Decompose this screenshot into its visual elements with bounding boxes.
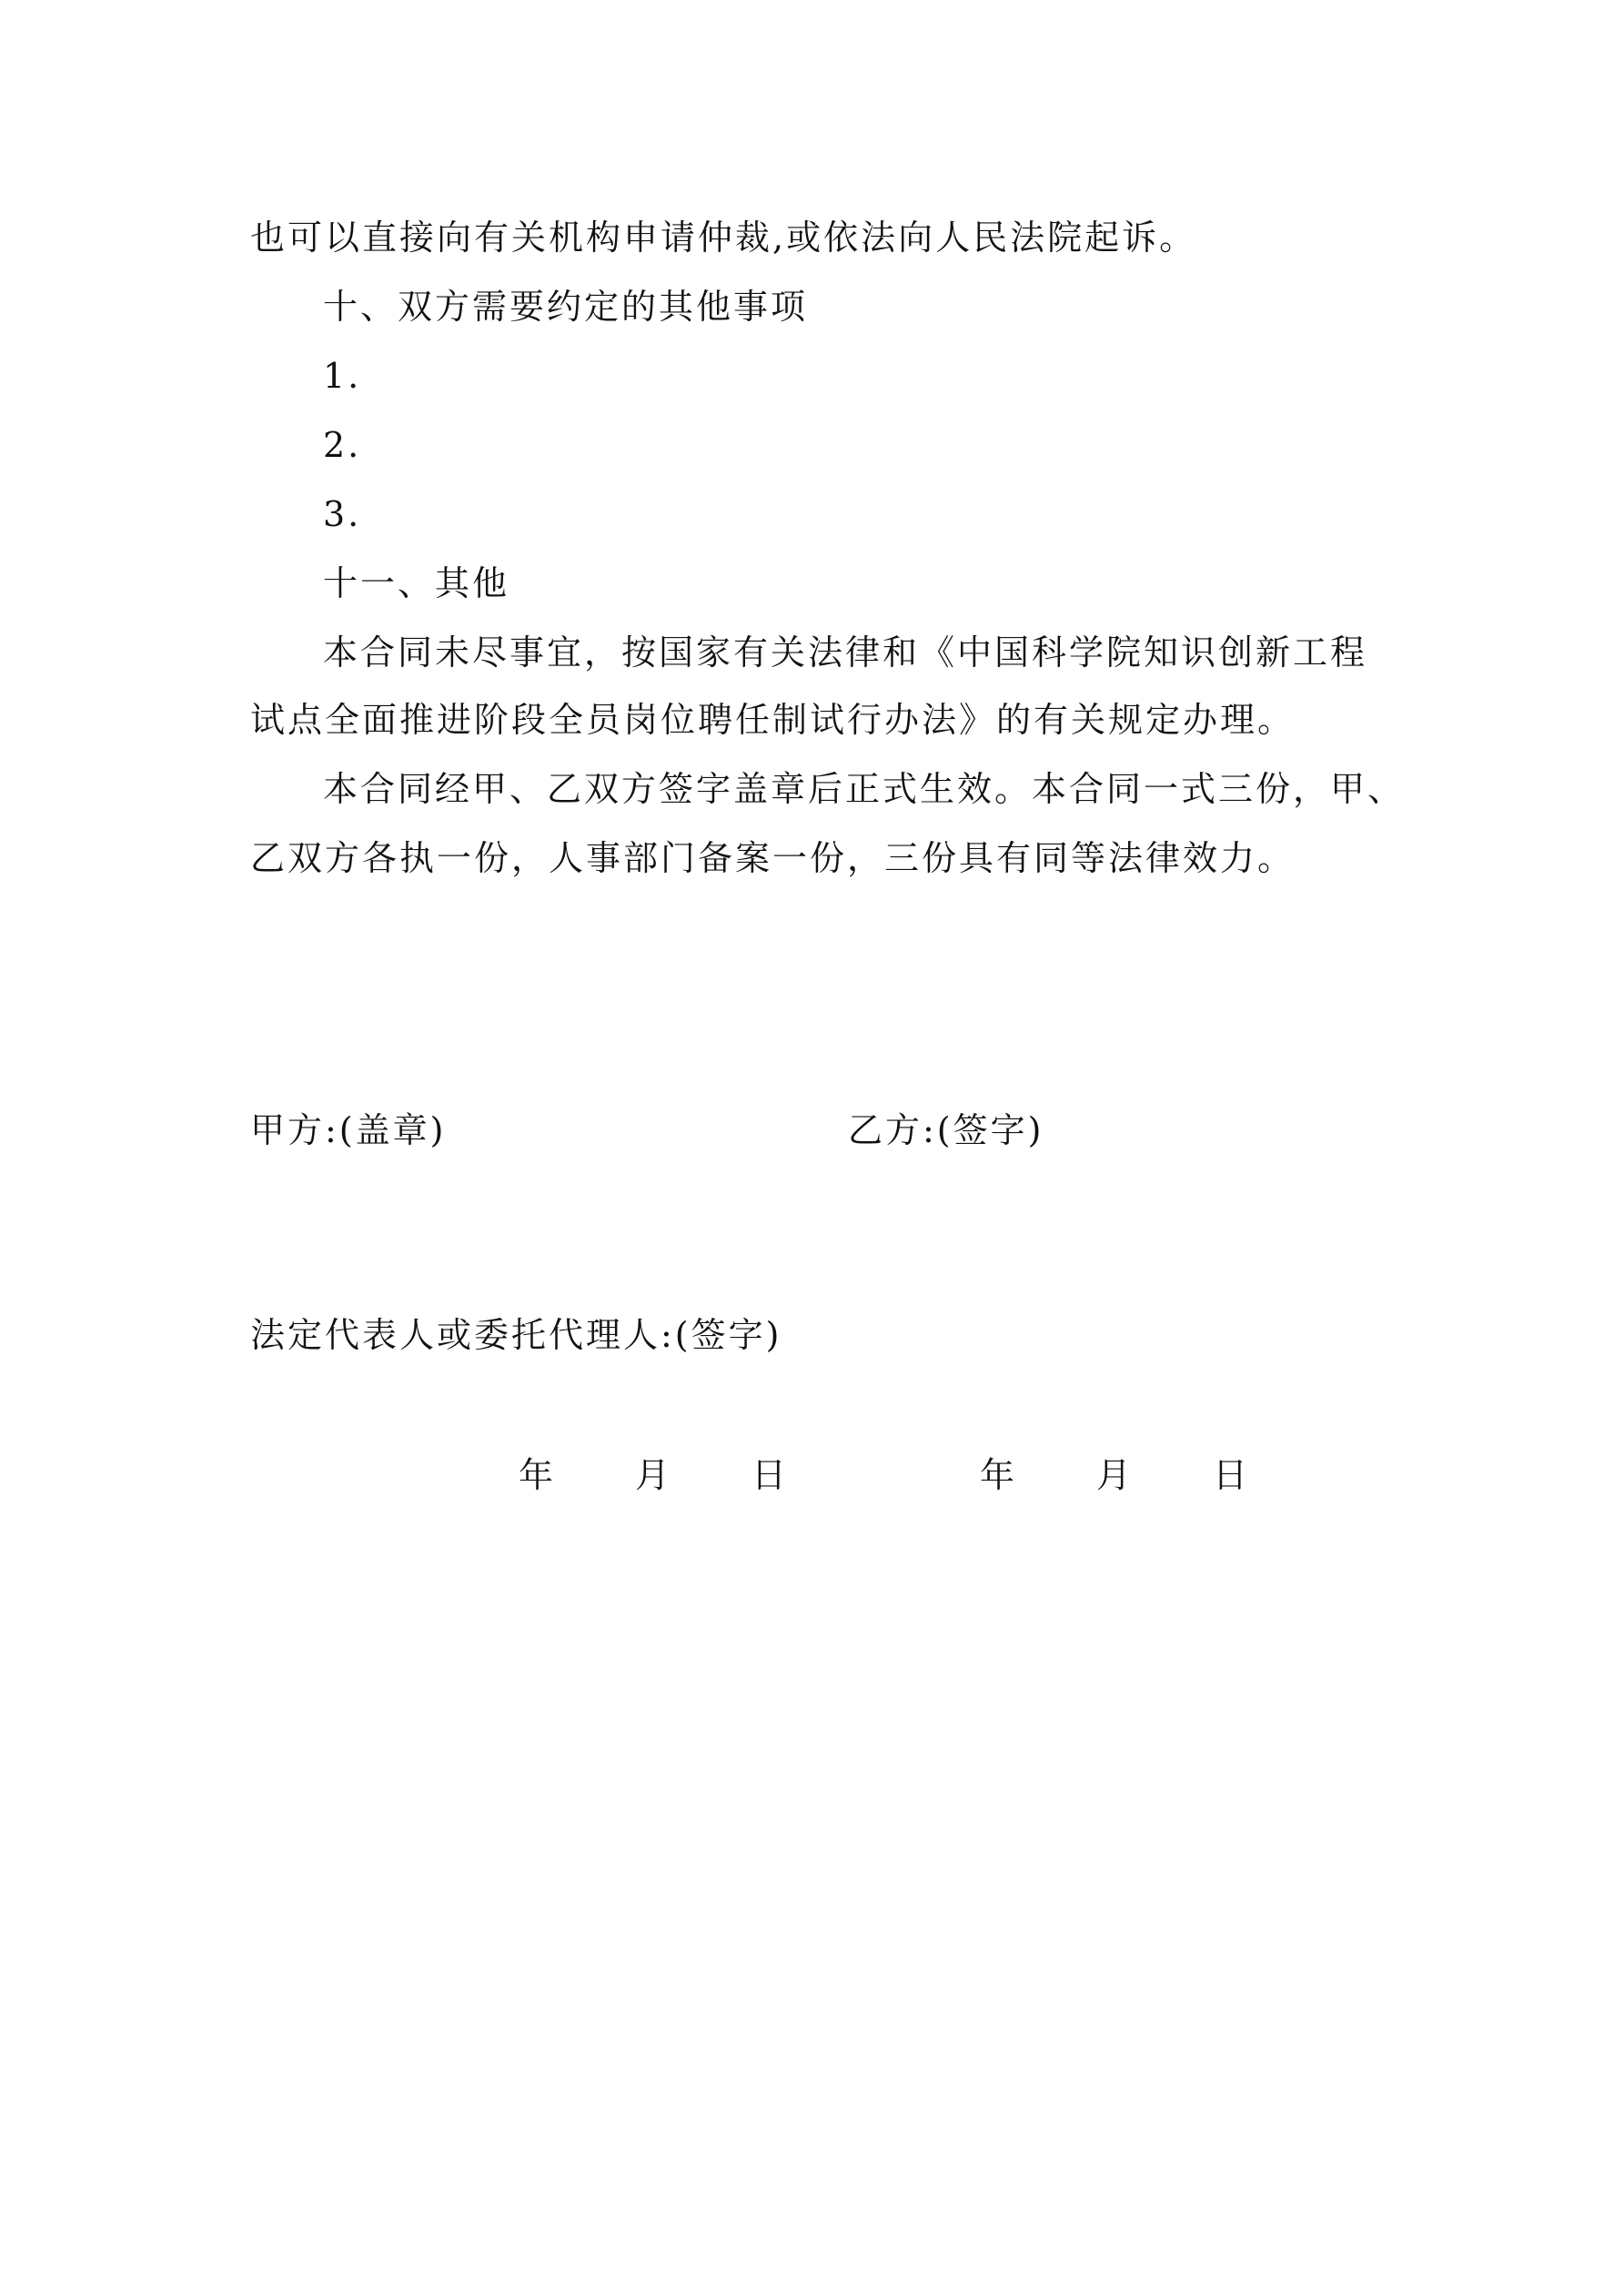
party-a-year-label: 年 bbox=[519, 1455, 554, 1495]
party-b-year-label: 年 bbox=[980, 1455, 1015, 1495]
paragraph-effectiveness-line-1: 本合同经甲、乙双方签字盖章后正式生效。本合同一式三份，甲、 bbox=[323, 769, 1406, 809]
paragraph-arbitration-text: 也可以直接向有关机构申请仲裁,或依法向人民法院起诉。 bbox=[250, 217, 1197, 258]
party-b-day-label: 日 bbox=[1213, 1455, 1248, 1495]
party-b-signature-label: 乙方:(签字) bbox=[848, 1110, 1044, 1150]
paragraph-matters-line-1: 本合同未尽事宜，按国家有关法律和《中国科学院知识创新工程 bbox=[323, 632, 1368, 673]
list-item-1: 1. bbox=[323, 356, 362, 396]
party-b-month-label: 月 bbox=[1096, 1455, 1132, 1495]
list-item-2: 2. bbox=[323, 425, 362, 465]
party-a-month-label: 月 bbox=[635, 1455, 671, 1495]
section-heading-10: 十、双方需要约定的其他事项 bbox=[323, 287, 809, 327]
party-a-signature-label: 甲方:(盖章) bbox=[250, 1110, 447, 1150]
paragraph-effectiveness-line-2: 乙双方各执一份，人事部门备案一份，三份具有同等法律效力。 bbox=[250, 838, 1296, 878]
legal-representative-signature-label: 法定代表人或委托代理人:(签字) bbox=[250, 1315, 782, 1355]
paragraph-matters-line-2: 试点全面推进阶段全员岗位聘任制试行办法》的有关规定办理。 bbox=[250, 700, 1296, 740]
list-item-3: 3. bbox=[323, 494, 362, 534]
section-heading-11: 十一、其他 bbox=[323, 563, 510, 603]
party-a-day-label: 日 bbox=[751, 1455, 787, 1495]
